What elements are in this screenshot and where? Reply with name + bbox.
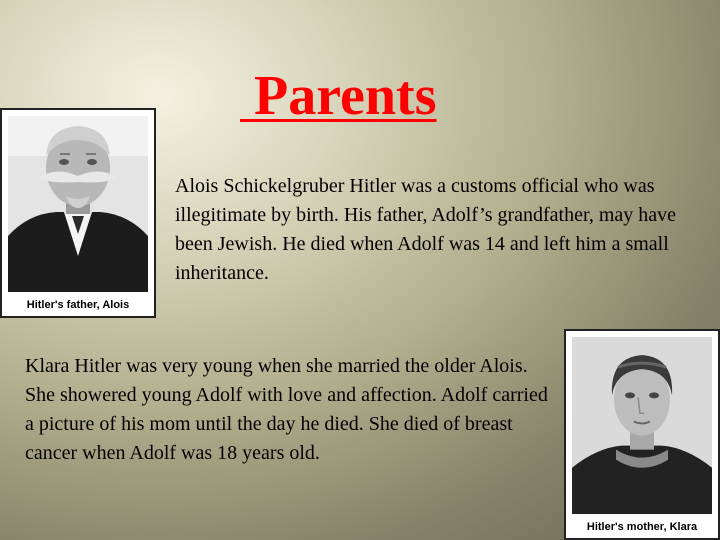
mother-paragraph: Klara Hitler was very young when she married the older Alois. She showered young Adolf with love and affection. Adolf carried a picture of his mom until the day he died. She died of breast cancer when Adolf was 18 years old. (25, 355, 548, 464)
father-portrait-image (8, 116, 148, 292)
slide-title: Parents (240, 65, 437, 127)
mother-photo (564, 329, 720, 540)
mother-portrait-image (572, 337, 712, 514)
father-photo (0, 108, 156, 318)
mother-photo-caption: Hitler's mother, Klara (586, 521, 698, 533)
father-paragraph: Alois Schickelgruber Hitler was a customs official who was illegitimate by birth. His father, Adolf’s grandfather, may have been Jewish. He died when Adolf was 14 and left him a small inheritance. (175, 175, 677, 284)
father-photo-caption: Hitler's father, Alois (26, 299, 130, 311)
